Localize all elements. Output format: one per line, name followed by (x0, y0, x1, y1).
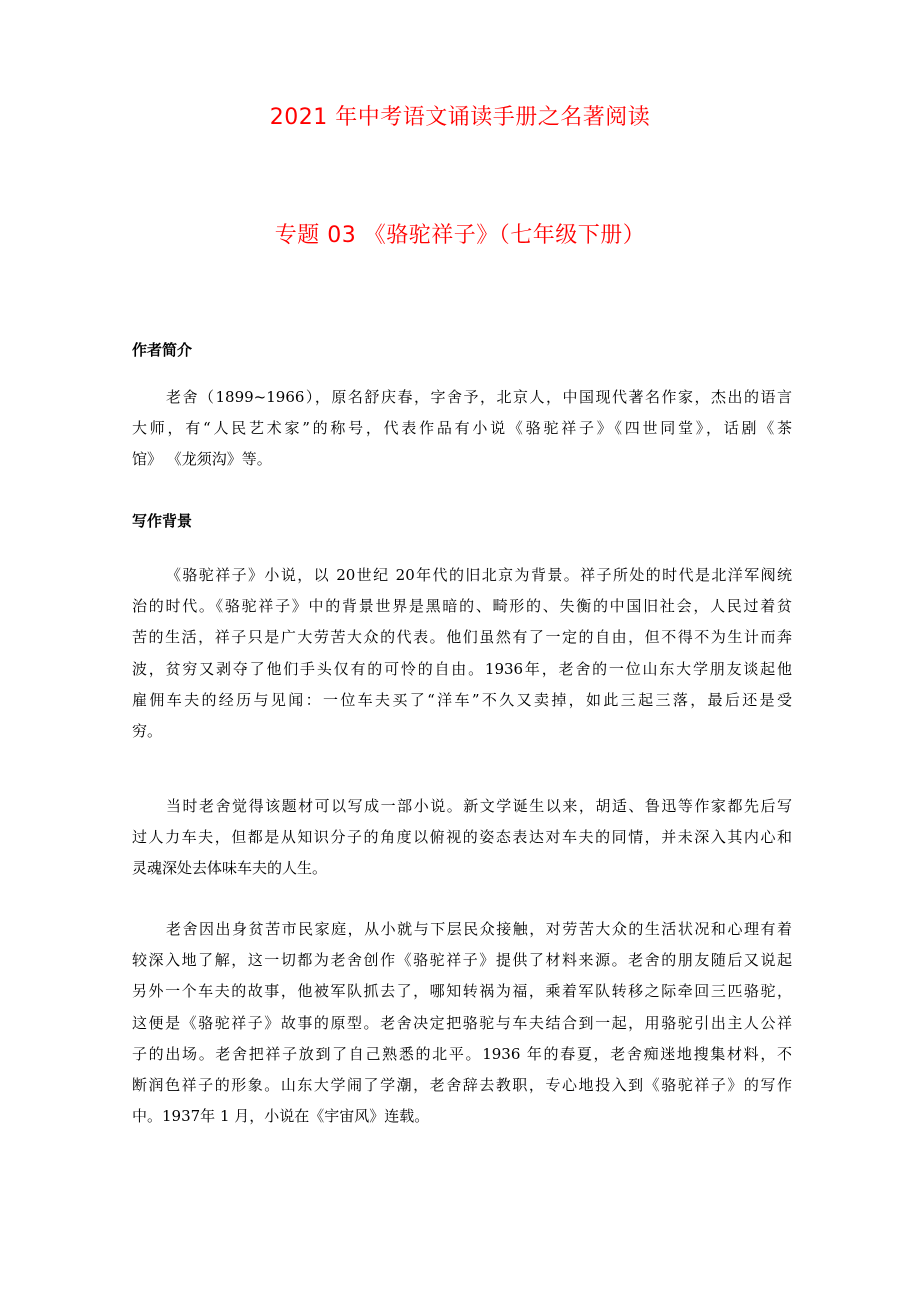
paragraph-line: 这便是《骆驼祥子》故事的原型。老舍决定把骆驼与车夫结合到一起，用骆驼引出主人公祥 (132, 1013, 792, 1032)
paragraph-line: 苦的生活，祥子只是广大劳苦大众的代表。他们虽然有了一定的自由，但不得不为生计而奔 (132, 628, 792, 647)
paragraph-line: 雇佣车夫的经历与见闻：一位车夫买了“洋车”不久又卖掉，如此三起三落，最后还是受 (132, 690, 792, 709)
document-title: 2021 年中考语文诵读手册之名著阅读 (269, 105, 651, 130)
paragraph-line: 灵魂深处去体味车夫的人生。 (132, 859, 328, 878)
paragraph-line: 大师，有“人民艺术家”的称号，代表作品有小说《骆驼祥子》《四世同堂》，话剧《茶 (132, 419, 792, 438)
paragraph-line: 另外一个车夫的故事，他被军队抓去了，哪知转祸为福，乘着军队转移之际牵回三匹骆驼， (132, 982, 792, 1001)
paragraph-line: 中。1937年 1 月，小说在《宇宙风》连载。 (132, 1107, 430, 1126)
paragraph-line: 老舍因出身贫苦市民家庭，从小就与下层民众接触，对劳苦大众的生活状况和心理有着 (166, 920, 792, 938)
paragraph-line: 波，贫穷又剥夺了他们手头仅有的可怜的自由。1936年，老舍的一位山东大学朋友谈起他 (132, 659, 792, 678)
paragraph-line: 较深入地了解，这一切都为老舍创作《骆驼祥子》提供了材料来源。老舍的朋友随后又说起 (132, 951, 792, 970)
paragraph-background-1 (132, 560, 792, 747)
paragraph-background-3 (132, 914, 792, 1132)
paragraph-line: 治的时代。《骆驼祥子》中的背景世界是黑暗的、畸形的、失衡的中国旧社会，人民过着贫 (132, 597, 792, 616)
paragraph-author-intro (132, 382, 792, 476)
section-heading-author: 作者简介 (132, 341, 193, 359)
paragraph-line: 断润色祥子的形象。山东大学闹了学潮，老舍辞去教职，专心地投入到《骆驼祥子》的写作 (132, 1076, 792, 1095)
paragraph-background-2 (132, 791, 792, 885)
paragraph-line: 当时老舍觉得该题材可以写成一部小说。新文学诞生以来，胡适、鲁迅等作家都先后写 (166, 797, 792, 815)
document-subtitle: 专题 03 《骆驼祥子》（七年级下册） (274, 223, 646, 248)
paragraph-line: 过人力车夫，但都是从知识分子的角度以俯视的姿态表达对车夫的同情，并未深入其内心和 (132, 828, 792, 847)
paragraph-line: 穷。 (132, 722, 163, 741)
paragraph-line: 老舍（1899~1966），原名舒庆春，字舍予，北京人，中国现代著名作家，杰出的语言 (166, 388, 792, 406)
section-heading-background: 写作背景 (132, 512, 193, 530)
paragraph-line: 子的出场。老舍把祥子放到了自己熟悉的北平。1936 年的春夏，老舍痴迷地搜集材料，不 (132, 1044, 792, 1063)
paragraph-line: 《骆驼祥子》小说，以 20世纪 20年代的旧北京为背景。祥子所处的时代是北洋军阀统 (166, 566, 792, 584)
paragraph-line: 馆》 《龙须沟》等。 (132, 450, 272, 469)
